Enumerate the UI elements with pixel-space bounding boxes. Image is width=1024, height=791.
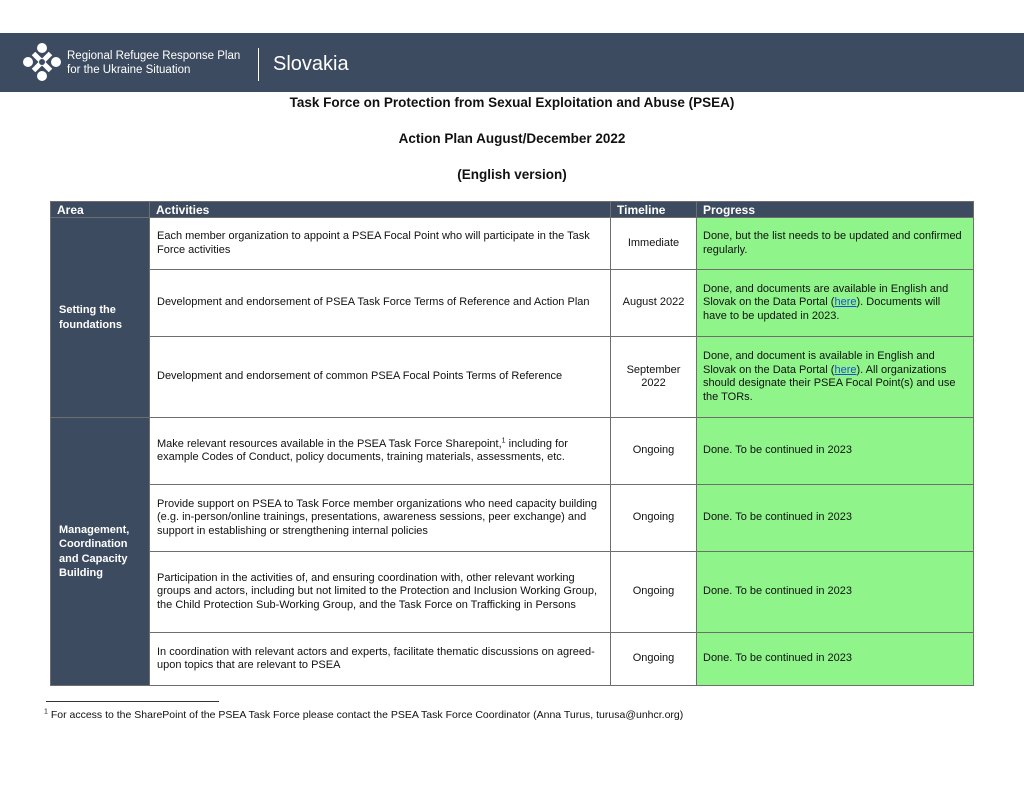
activity-cell: Each member organization to appoint a PSEA Focal Point who will participate in the Task Force activities [150,218,611,270]
progress-text: Done, and document is available in English and Slovak on the Data Portal ( [703,350,935,376]
table-row [51,633,974,686]
header-activities: Activities [150,202,611,218]
timeline-cell: Ongoing [611,633,697,686]
progress-cell [697,270,974,337]
table-row [51,552,974,633]
progress-cell [697,337,974,418]
footnote [44,709,683,721]
activity-cell: Participation in the activities of, and ensuring coordination with, other relevant working groups and actors, including but not limited to the Protection and Inclusion Working Group, the Child Protection Sub-Working Group, and the Task Force on Trafficking in Persons [150,552,611,633]
action-plan-table [50,201,974,686]
timeline-cell: Immediate [611,218,697,270]
footnote-ref: 1 [501,436,506,444]
data-portal-link[interactable]: here [834,296,857,309]
progress-text: Done, and documents are available in English and Slovak on the Data Portal ( [703,282,949,309]
table-row [51,337,974,418]
progress-text: ). Documents will have to be updated in 2023. [703,296,941,322]
area-cell: Management, Coordination and Capacity Building [51,418,150,686]
header-area: Area [51,202,150,218]
rrp-cross-logo-icon [22,42,62,82]
logo-text [67,50,240,77]
progress-cell: Done. To be continued in 2023 [697,485,974,552]
logo-line-1: Regional Refugee Response Plan [67,50,241,62]
activity-cell: Development and endorsement of common PSEA Focal Points Terms of Reference [150,337,611,418]
document-subtitle: Action Plan August/December 2022 [398,131,626,146]
table-row [51,270,974,337]
area-cell: Setting the foundations [51,218,150,418]
data-portal-link[interactable]: here [834,363,857,376]
activity-cell: In coordination with relevant actors and experts, facilitate thematic discussions on agreed-upon topics that are relevant to PSEA [150,633,611,686]
table-header-row [51,202,974,218]
banner-divider [258,48,259,81]
timeline-cell: Ongoing [611,485,697,552]
logo-line-2: for the Ukraine Situation [67,63,191,76]
activity-cell: Provide support on PSEA to Task Force member organizations who need capacity building (e.g. in-person/online trainings, presentations, awareness sessions, peer exchange) and support in establishing or strengthening internal policies [150,485,611,552]
header-timeline: Timeline [611,202,697,218]
timeline-cell: August 2022 [611,270,697,337]
timeline-cell: Ongoing [611,418,697,485]
timeline-cell: Ongoing [611,552,697,633]
progress-text: ). All organizations should designate their PSEA Focal Point(s) and use the TORs. [703,363,956,403]
activity-cell: Development and endorsement of PSEA Task Force Terms of Reference and Action Plan [150,270,611,337]
footnote-text: For access to the SharePoint of the PSEA Task Force please contact the PSEA Task Force Coordinator (Anna Turus, turusa@unhcr.org) [47,709,684,721]
activity-cell [150,418,611,485]
activity-text: Make relevant resources available in the PSEA Task Force Sharepoint, [157,437,502,450]
progress-cell: Done, but the list needs to be updated and confirmed regularly. [697,218,974,270]
table-row [51,418,974,485]
footnote-marker: 1 [44,708,48,716]
country-label: Slovakia [273,53,349,75]
header-progress: Progress [697,202,974,218]
document-title: Task Force on Protection from Sexual Exploitation and Abuse (PSEA) [289,95,735,110]
progress-cell: Done. To be continued in 2023 [697,418,974,485]
progress-cell: Done. To be continued in 2023 [697,633,974,686]
footnote-divider [46,701,219,702]
timeline-cell: September 2022 [611,337,697,418]
table-row [51,218,974,270]
document-version: (English version) [457,167,567,182]
table-row [51,485,974,552]
progress-cell: Done. To be continued in 2023 [697,552,974,633]
header-banner [0,33,1024,92]
activity-text: including for example Codes of Conduct, policy documents, training materials, assessments, etc. [157,437,568,463]
